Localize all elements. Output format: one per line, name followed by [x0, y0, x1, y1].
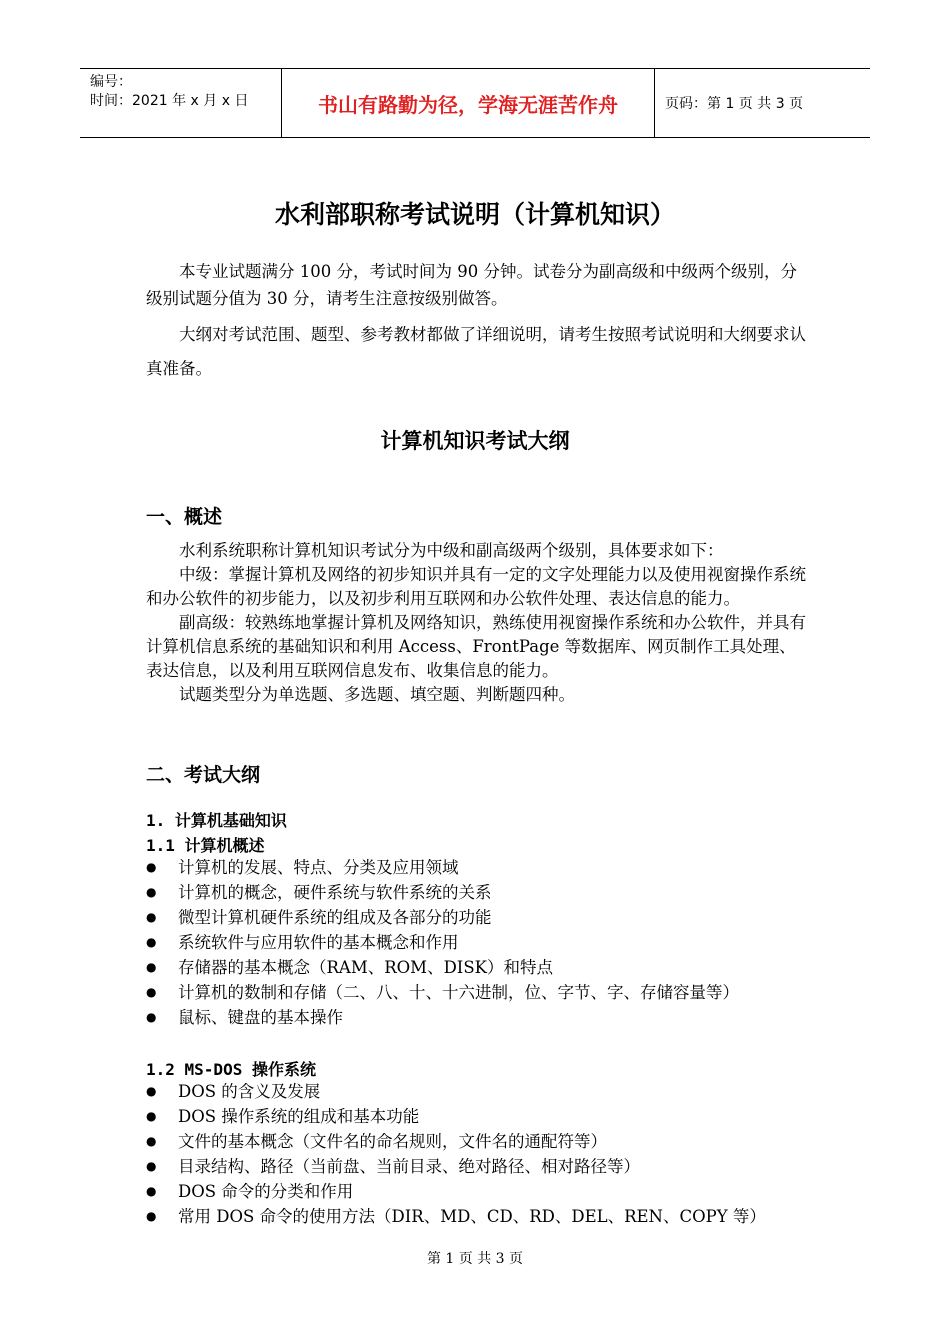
list-item: ● DOS 的含义及发展	[146, 1079, 810, 1104]
subheading-computer-basics: 1. 计算机基础知识	[146, 811, 287, 830]
bullet-icon: ●	[146, 935, 157, 949]
bullet-icon: ●	[146, 1010, 157, 1024]
document-title: 水利部职称考试说明（计算机知识）	[274, 200, 675, 229]
list-item: ● 文件的基本概念（文件名的命名规则，文件名的通配符等）	[146, 1129, 810, 1154]
intro-paragraph-2: 大纲对考试范围、题型、参考教材都做了详细说明，请考生按照考试说明和大纲要求认真准备。	[146, 325, 806, 378]
header-page-info: 页码：第 1 页 共 3 页	[665, 96, 804, 112]
header-meta	[80, 69, 282, 137]
list-item: ● DOS 操作系统的组成和基本功能	[146, 1104, 810, 1129]
list-item: ● 计算机的数制和存储（二、八、十、十六进制，位、字节、字、存储容量等）	[146, 980, 810, 1005]
overview-paragraph-1: 水利系统职称计算机知识考试分为中级和副高级两个级别，具体要求如下：	[179, 541, 724, 560]
bullet-icon: ●	[146, 1109, 157, 1123]
header-motto: 书山有路勤为径，学海无涯苦作舟	[282, 69, 655, 137]
overview-paragraph-3: 副高级：较熟练地掌握计算机及网络知识，熟练使用视窗操作系统和办公软件，并具有计算机信息系统的基础知识和利用 Access、FrontPage 等数据库、网页制作工具处理、表达信息，以及利用互联网信息发布、收集信息的能力。	[146, 613, 806, 680]
bullet-icon: ●	[146, 1134, 157, 1148]
list-item: ● 目录结构、路径（当前盘、当前目录、绝对路径、相对路径等）	[146, 1154, 810, 1179]
number-label: 编号：	[90, 74, 132, 90]
time-label: 时间：2021 年 x 月 x 日	[90, 93, 249, 109]
section-heading-outline: 二、考试大纲	[146, 764, 261, 786]
list-item: ● 常用 DOS 命令的使用方法（DIR、MD、CD、RD、DEL、REN、COPY 等）	[146, 1204, 810, 1229]
bullet-icon: ●	[146, 1209, 157, 1223]
bullet-icon: ●	[146, 860, 157, 874]
bullet-icon: ●	[146, 885, 157, 899]
document-header	[80, 68, 870, 138]
computer-overview-list	[146, 855, 810, 1030]
list-item: ● 计算机的发展、特点、分类及应用领域	[146, 855, 810, 880]
list-item: ● 存储器的基本概念（RAM、ROM、DISK）和特点	[146, 955, 810, 980]
list-item: ● 计算机的概念，硬件系统与软件系统的关系	[146, 880, 810, 905]
overview-body	[146, 539, 810, 707]
intro-paragraph-1: 本专业试题满分 100 分，考试时间为 90 分钟。试卷分为副高级和中级两个级别，分级别试题分值为 30 分，请考生注意按级别做答。	[146, 262, 797, 308]
overview-paragraph-4: 试题类型分为单选题、多选题、填空题、判断题四种。	[179, 685, 575, 704]
list-item: ● 微型计算机硬件系统的组成及各部分的功能	[146, 905, 810, 930]
ms-dos-list	[146, 1079, 810, 1229]
page-footer: 第 1 页 共 3 页	[426, 1251, 524, 1267]
list-item: ● 系统软件与应用软件的基本概念和作用	[146, 930, 810, 955]
bullet-icon: ●	[146, 1159, 157, 1173]
bullet-icon: ●	[146, 1084, 157, 1098]
list-item: ● 鼠标、键盘的基本操作	[146, 1005, 810, 1030]
subheading-computer-overview: 1.1 计算机概述	[146, 836, 265, 855]
section-heading-overview: 一、概述	[146, 506, 223, 528]
outline-title: 计算机知识考试大纲	[380, 429, 570, 453]
bullet-icon: ●	[146, 985, 157, 999]
overview-paragraph-2: 中级：掌握计算机及网络的初步知识并具有一定的文字处理能力以及使用视窗操作系统和办公软件的初步能力，以及初步利用互联网和办公软件处理、表达信息的能力。	[146, 565, 806, 608]
bullet-icon: ●	[146, 960, 157, 974]
subheading-ms-dos: 1.2 MS-DOS 操作系统	[146, 1060, 316, 1079]
list-item: ● DOS 命令的分类和作用	[146, 1179, 810, 1204]
bullet-icon: ●	[146, 910, 157, 924]
bullet-icon: ●	[146, 1184, 157, 1198]
